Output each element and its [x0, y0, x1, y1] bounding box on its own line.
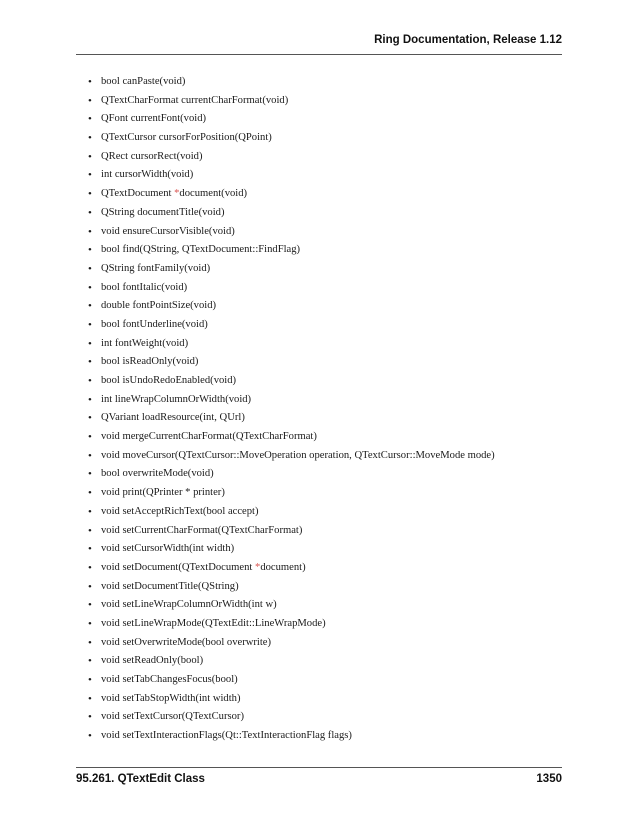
- method-signature: int lineWrapColumnOrWidth(void): [101, 393, 252, 405]
- method-signature: void setCursorWidth(int width): [101, 543, 235, 555]
- bullet-icon: •: [88, 730, 92, 743]
- method-signature: void setTextInteractionFlags(Qt::TextInteractionFlag flags): [101, 730, 352, 742]
- method-list-item: [86, 447, 556, 466]
- method-list-item: [86, 391, 556, 410]
- method-list-item: [86, 129, 556, 148]
- method-list-item: [86, 578, 556, 597]
- bullet-icon: •: [88, 674, 92, 686]
- method-list-item: [86, 335, 556, 354]
- bullet-icon: •: [88, 412, 92, 425]
- footer-page-number: 1350: [536, 773, 562, 785]
- bullet-icon: •: [88, 94, 92, 107]
- method-list-item: [86, 615, 556, 634]
- method-list-item: [86, 241, 556, 260]
- bullet-icon: •: [88, 599, 92, 612]
- bullet-icon: •: [88, 169, 92, 182]
- bullet-icon: •: [88, 188, 92, 201]
- method-signature: QTextDocument *document(void): [101, 188, 248, 200]
- method-signature: void setTabChangesFocus(bool): [101, 674, 238, 685]
- footer-section-title: 95.261. QTextEdit Class: [76, 773, 205, 785]
- method-list-item: [86, 353, 556, 372]
- bullet-icon: •: [88, 449, 92, 462]
- bullet-icon: •: [88, 281, 92, 294]
- method-list-item: [86, 92, 556, 111]
- method-signature: QFont currentFont(void): [101, 113, 207, 125]
- method-list-item: [86, 596, 556, 615]
- method-list-item: [86, 297, 556, 316]
- header-divider: [76, 54, 562, 55]
- bullet-icon: •: [88, 375, 92, 387]
- method-signature: void setDocumentTitle(QString): [101, 580, 239, 592]
- method-list-item: [86, 652, 556, 671]
- bullet-icon: •: [88, 132, 92, 145]
- bullet-icon: •: [88, 150, 92, 163]
- method-signature: QRect cursorRect(void): [101, 150, 203, 162]
- method-signature: double fontPointSize(void): [101, 300, 217, 312]
- method-signature: bool canPaste(void): [101, 76, 186, 87]
- bullet-icon: •: [88, 655, 92, 668]
- method-list-item: [86, 223, 556, 242]
- method-signature: bool isUndoRedoEnabled(void): [101, 375, 237, 386]
- method-list-item: [86, 166, 556, 185]
- method-signature: int cursorWidth(void): [101, 169, 194, 181]
- pointer-star: *: [174, 188, 180, 200]
- method-signature: void setLineWrapMode(QTextEdit::LineWrapMode): [101, 617, 326, 629]
- method-signature: void ensureCursorVisible(void): [101, 225, 235, 237]
- page-header-title: Ring Documentation, Release 1.12: [374, 34, 562, 46]
- bullet-icon: •: [88, 505, 92, 518]
- method-list-item: [86, 727, 556, 746]
- method-list-item: [86, 279, 556, 298]
- bullet-icon: •: [88, 543, 92, 556]
- pointer-star: *: [255, 561, 261, 573]
- method-list-item: [86, 540, 556, 559]
- method-list-item: [86, 185, 556, 204]
- method-list-item: [86, 465, 556, 484]
- method-signature: bool fontItalic(void): [101, 281, 188, 293]
- bullet-icon: •: [88, 206, 92, 219]
- method-signature: QString fontFamily(void): [101, 262, 211, 274]
- method-signature: void setLineWrapColumnOrWidth(int w): [101, 599, 277, 611]
- method-list-item: [86, 409, 556, 428]
- bullet-icon: •: [88, 113, 92, 126]
- bullet-icon: •: [88, 225, 92, 238]
- method-list-item: [86, 708, 556, 727]
- method-signature: bool isReadOnly(void): [101, 356, 199, 368]
- method-signature: void setTabStopWidth(int width): [101, 692, 241, 704]
- method-list-item: [86, 73, 556, 92]
- method-signature: QVariant loadResource(int, QUrl): [101, 412, 245, 424]
- method-signature: void moveCursor(QTextCursor::MoveOperation operation, QTextCursor::MoveMode mode): [101, 449, 495, 461]
- bullet-icon: •: [88, 636, 92, 649]
- method-list-item: [86, 316, 556, 335]
- method-signature: void setReadOnly(bool): [101, 655, 204, 667]
- method-list-item: [86, 204, 556, 223]
- bullet-icon: •: [88, 337, 92, 350]
- bullet-icon: •: [88, 300, 92, 313]
- method-signature: void mergeCurrentCharFormat(QTextCharFormat): [101, 431, 317, 443]
- bullet-icon: •: [88, 468, 92, 481]
- method-list-item: [86, 503, 556, 522]
- method-signature: bool overwriteMode(void): [101, 468, 214, 480]
- method-list-item: [86, 690, 556, 709]
- method-list-item: [86, 148, 556, 167]
- bullet-icon: •: [88, 431, 92, 444]
- method-list-item: [86, 484, 556, 503]
- bullet-icon: •: [88, 356, 92, 369]
- bullet-icon: •: [88, 393, 92, 406]
- method-signature: void setDocument(QTextDocument *document): [101, 561, 306, 573]
- bullet-icon: •: [88, 244, 92, 257]
- method-list: [86, 73, 556, 746]
- bullet-icon: •: [88, 561, 92, 574]
- method-list-item: [86, 671, 556, 690]
- bullet-icon: •: [88, 524, 92, 537]
- method-signature: QString documentTitle(void): [101, 206, 225, 218]
- bullet-icon: •: [88, 262, 92, 275]
- bullet-icon: •: [88, 318, 92, 331]
- method-list-item: [86, 372, 556, 391]
- method-list-item: [86, 634, 556, 653]
- method-list-item: [86, 559, 556, 578]
- bullet-icon: •: [88, 711, 92, 724]
- bullet-icon: •: [88, 487, 92, 500]
- method-list-item: [86, 522, 556, 541]
- method-signature: QTextCursor cursorForPosition(QPoint): [101, 132, 272, 144]
- method-signature: void setAcceptRichText(bool accept): [101, 505, 259, 517]
- method-signature: void setOverwriteMode(bool overwrite): [101, 636, 272, 648]
- method-signature: bool fontUnderline(void): [101, 318, 208, 330]
- bullet-icon: •: [88, 580, 92, 593]
- method-signature: void setTextCursor(QTextCursor): [101, 711, 244, 723]
- method-signature: int fontWeight(void): [101, 337, 189, 349]
- bullet-icon: •: [88, 617, 92, 630]
- method-signature: void print(QPrinter * printer): [101, 487, 225, 499]
- bullet-icon: •: [88, 76, 92, 88]
- method-list-item: [86, 260, 556, 279]
- method-list-item: [86, 110, 556, 129]
- bullet-icon: •: [88, 692, 92, 705]
- method-signature: QTextCharFormat currentCharFormat(void): [101, 94, 289, 106]
- method-signature: bool find(QString, QTextDocument::FindFlag): [101, 244, 301, 256]
- method-list-item: [86, 428, 556, 447]
- footer-divider: [76, 767, 562, 768]
- method-signature: void setCurrentCharFormat(QTextCharFormat): [101, 524, 303, 536]
